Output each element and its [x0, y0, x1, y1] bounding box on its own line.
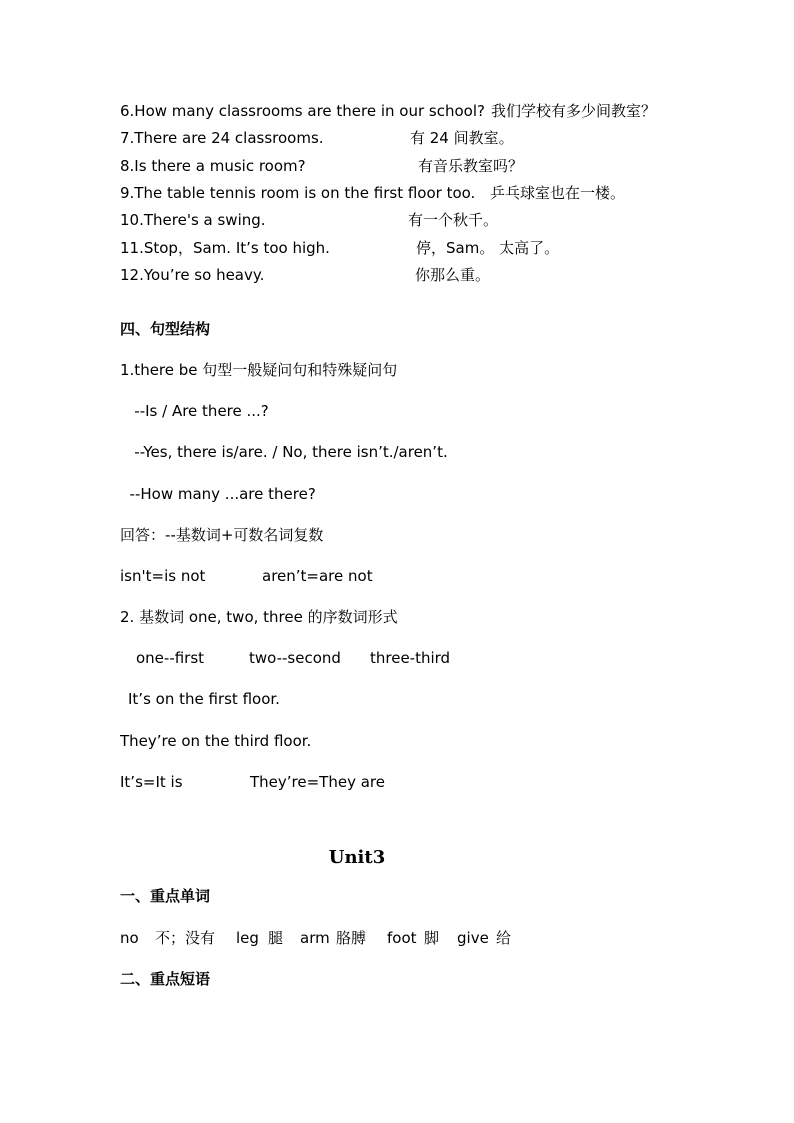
word-en: no: [120, 929, 139, 947]
sentence-en: 11.Stop，Sam. It’s too high.: [120, 239, 330, 257]
word-zh: 腿: [268, 929, 284, 947]
unit-title: Unit3: [328, 847, 386, 868]
word-en: give: [457, 929, 489, 947]
word-en: foot: [387, 929, 417, 947]
section-heading: 四、句型结构: [120, 320, 211, 338]
sentence-zh: 停，Sam。 太高了。: [416, 239, 560, 257]
ordinal: two--second: [249, 649, 341, 667]
structure-line: --Yes, there is/are. / No, there isn’t./aren’t.: [120, 443, 448, 461]
structure-line: 1.there be 句型一般疑问句和特殊疑问句: [120, 361, 398, 379]
contraction: They’re=They are: [250, 773, 385, 791]
sentence-zh: 有一个秋千。: [408, 211, 499, 229]
section-heading: 一、重点单词: [120, 887, 211, 905]
ordinal: three-third: [370, 649, 451, 667]
sentence-en: 8.Is there a music room?: [120, 157, 306, 175]
sentence-en: 9.The table tennis room is on the first floor too.: [120, 184, 476, 202]
sentence-en: 6.How many classrooms are there in our school?: [120, 102, 485, 120]
sentence-en: 12.You’re so heavy.: [120, 266, 265, 284]
sentence-zh: 有音乐教室吗？: [418, 157, 524, 175]
word-zh: 不；没有: [155, 929, 216, 947]
word-zh: 脚: [424, 929, 440, 947]
section-heading: 二、重点短语: [120, 970, 211, 988]
sentence-en: 10.There's a swing.: [120, 211, 266, 229]
example-sentence: They’re on the third floor.: [120, 732, 312, 750]
word-zh: 给: [496, 929, 512, 947]
contraction: isn't=is not: [120, 567, 206, 585]
sentence-en: 7.There are 24 classrooms.: [120, 129, 324, 147]
example-sentence: It’s on the first floor.: [128, 690, 280, 708]
structure-line: --How many ...are there?: [120, 485, 316, 503]
structure-line: --Is / Are there ...?: [120, 402, 269, 420]
sentence-zh: 你那么重。: [415, 266, 491, 284]
sentence-zh: 乒乓球室也在一楼。: [490, 184, 626, 202]
structure-line: 回答：--基数词+可数名词复数: [120, 526, 324, 544]
ordinal: one--first: [136, 649, 205, 667]
sentence-zh: 我们学校有多少间教室？: [491, 102, 657, 120]
sentence-zh: 有 24 间教室。: [410, 129, 514, 147]
word-zh: 胳膊: [336, 929, 367, 947]
word-en: arm: [300, 929, 330, 947]
contraction: aren’t=are not: [262, 567, 373, 585]
word-en: leg: [236, 929, 259, 947]
ordinal-title: 2. 基数词 one, two, three 的序数词形式: [120, 608, 398, 626]
contraction: It’s=It is: [120, 773, 183, 791]
